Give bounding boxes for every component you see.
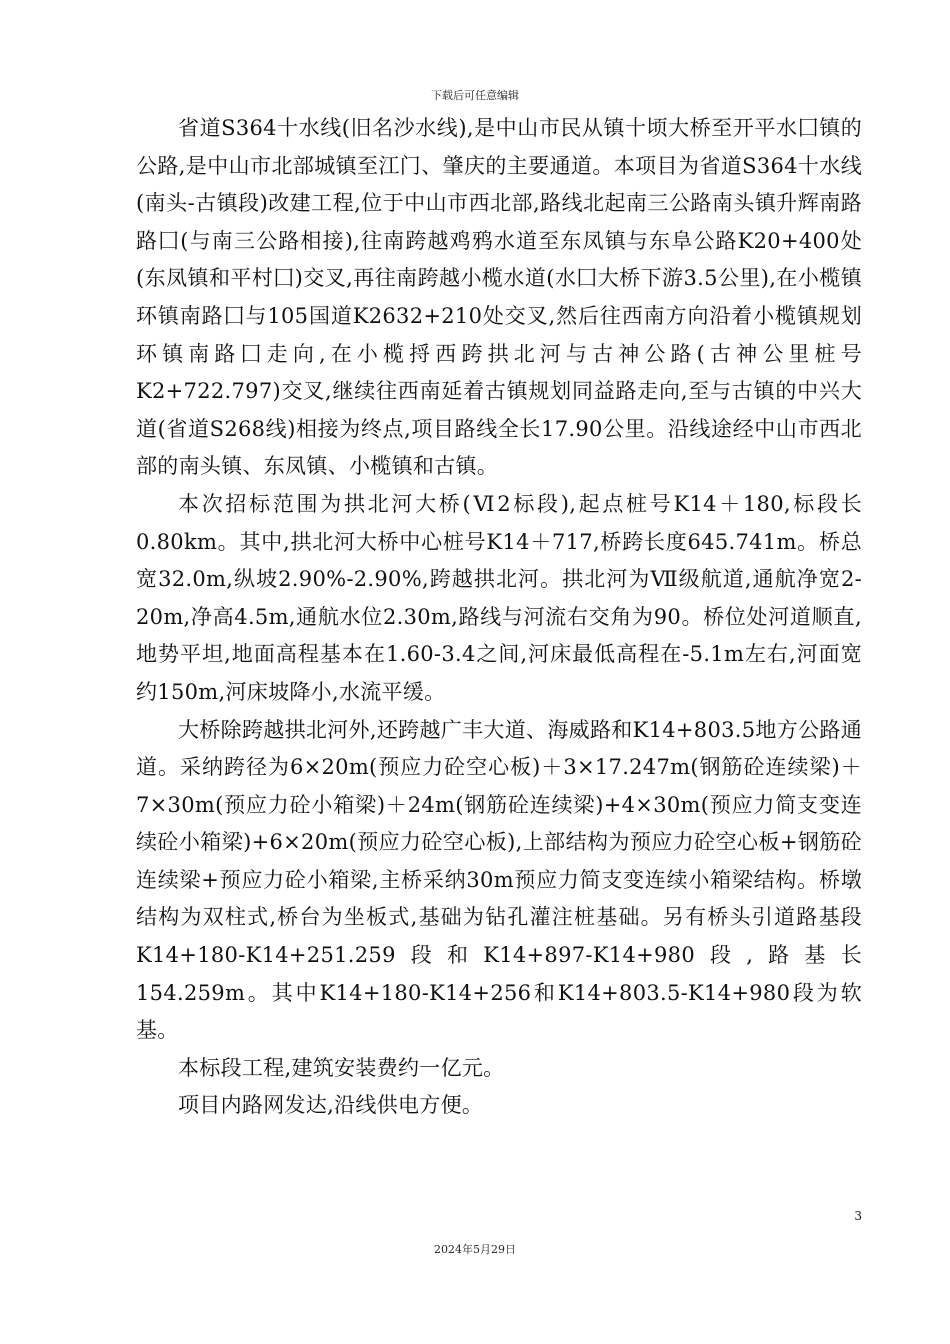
page-footer-date: 2024年5月29日: [434, 1243, 516, 1256]
paragraph-project-overview: 省道S364十水线(旧名沙水线),是中山市民从镇十顷大桥至开平水囗镇的公路,是中山市北部城镇至江门、肇庆的主要通道。本项目为省道S364十水线(南头-古镇段)改建工程,位于中山市西北部,路线北起南三公路南头镇升辉南路路囗(与南三公路相接),往南跨越鸡鸦水道至东凤镇与东阜公路K20+400处(东凤镇和平村囗)交叉,再往南跨越小榄水道(水囗大桥下游3.5公里),在小榄镇环镇南路囗与105国道K2632+210处交叉,然后往西南方向沿着小榄镇规划环镇南路囗走向,在小榄捋西跨拱北河与古神公路(古神公里桩号K2+722.797)交叉,继续往西南延着古镇规划同益路走向,至与古镇的中兴大道(省道S268线)相接为终点,项目路线全长17.90公里。沿线途经中山市西北部的南头镇、东凤镇、小榄镇和古镇。: [136, 116, 862, 479]
paragraph-infrastructure: 项目内路网发达,沿线供电方便。: [178, 1093, 484, 1118]
paragraph-bid-scope: 本次招标范围为拱北河大桥(Ⅵ2标段),起点桩号K14＋180,标段长0.80km。其中,拱北河大桥中心桩号K14＋717,桥跨长度645.741m。桥总宽32.0m,纵坡2.90%-2.90%,跨越拱北河。拱北河为Ⅶ级航道,通航净宽2-20m,净高4.5m,通航水位2.30m,路线与河流右交角为90。桥位处河道顺直,地势平坦,地面高程基本在1.60-3.4之间,河床最低高程在-5.1m左右,河面宽约150m,河床坡降小,水流平缓。: [136, 491, 862, 704]
page-header: 下载后可任意编辑: [431, 89, 519, 102]
paragraph-bridge-structure: 大桥除跨越拱北河外,还跨越广丰大道、海威路和K14+803.5地方公路通道。采纳跨径为6×20m(预应力砼空心板)＋3×17.247m(钢筋砼连续梁)＋7×30m(预应力砼小箱梁)＋24m(钢筋砼连续梁)+4×30m(预应力简支变连续砼小箱梁)+6×20m(预应力砼空心板),上部结构为预应力砼空心板+钢筋砼连续梁+预应力砼小箱梁,主桥采纳30m预应力简支变连续小箱梁结构。桥墩结构为双柱式,桥台为坐板式,基础为钻孔灌注桩基础。另有桥头引道路基段K14+180-K14+251.259段和K14+897-K14+980段,路基长154.259m。其中K14+180-K14+256和K14+803.5-K14+980段为软基。: [136, 717, 862, 1043]
page-number: 3: [854, 1209, 862, 1223]
paragraph-cost: 本标段工程,建筑安装费约一亿元。: [178, 1055, 505, 1080]
document-body: [136, 110, 862, 1125]
